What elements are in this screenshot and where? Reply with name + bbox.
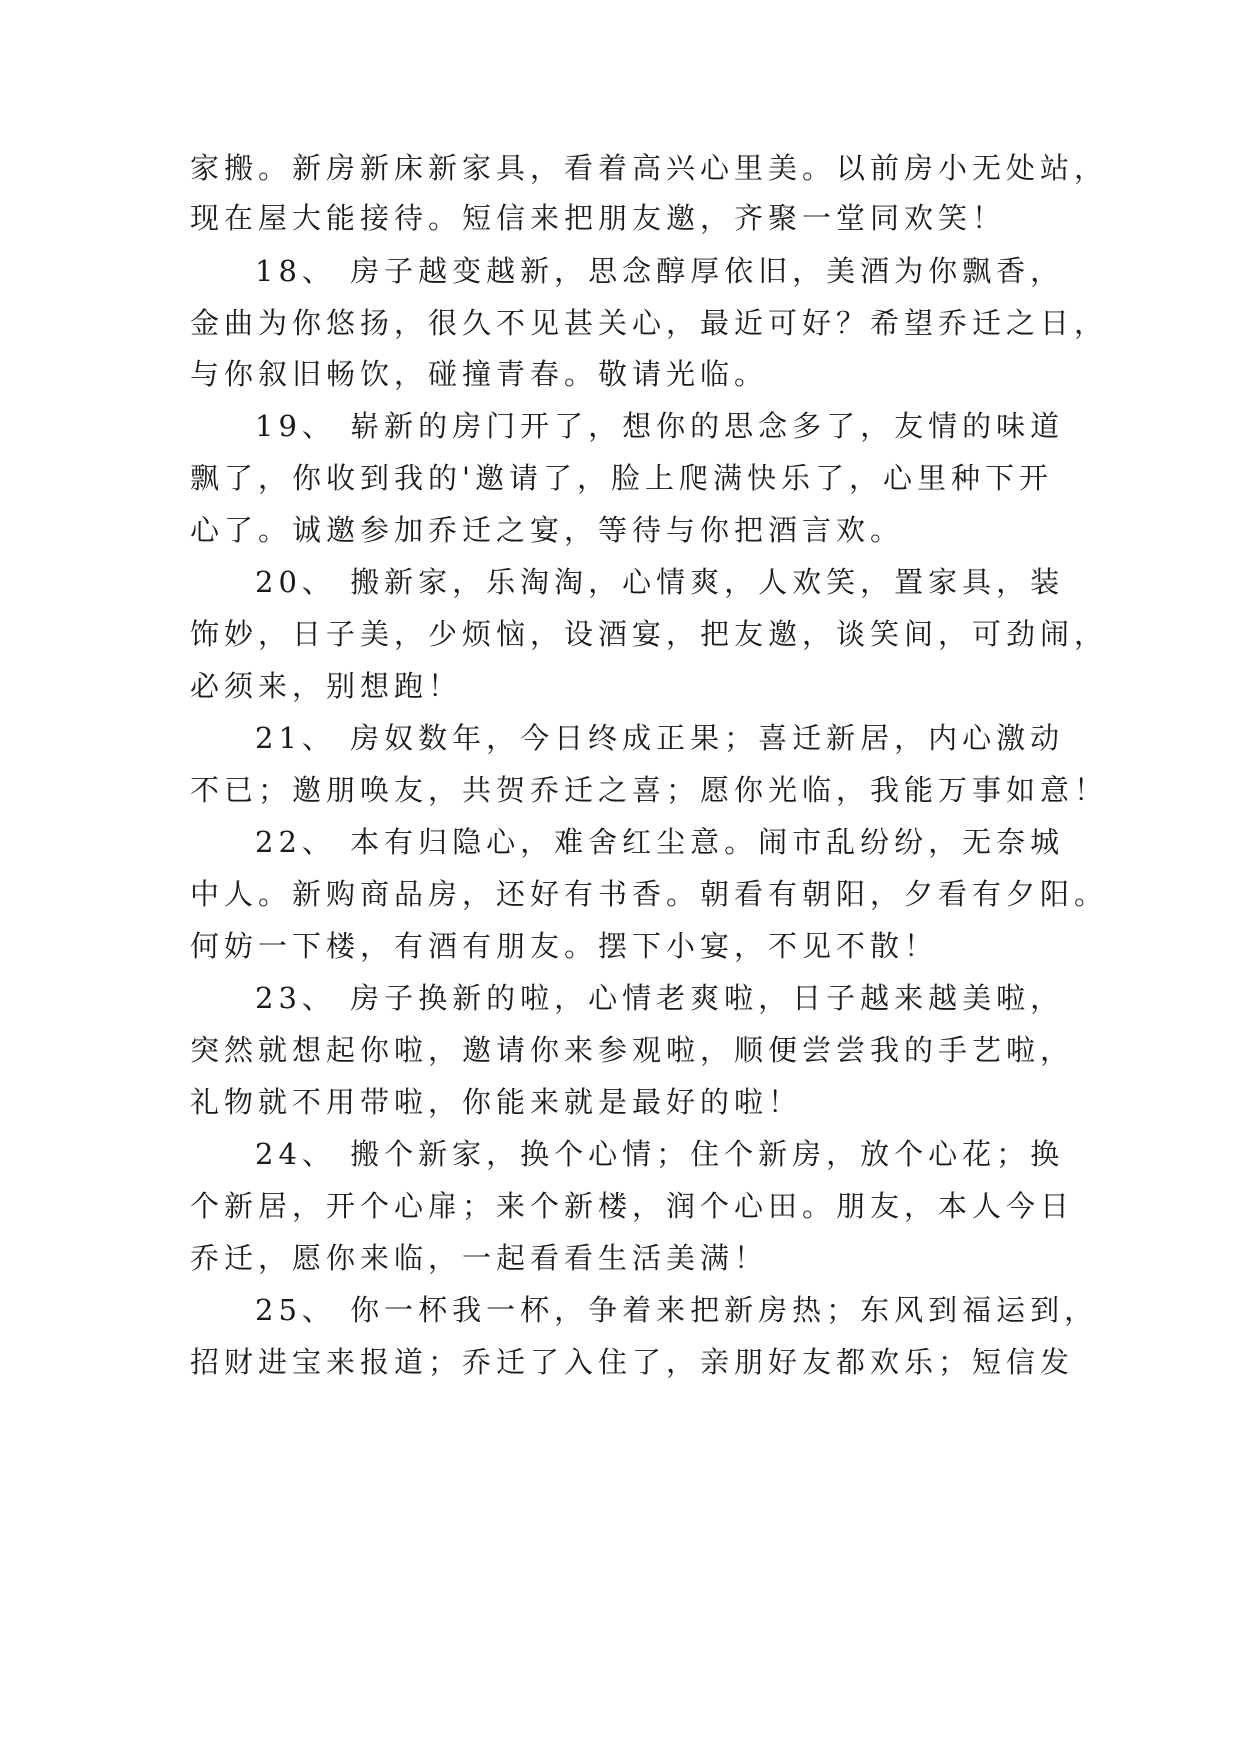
text-line: 家搬。新房新床新家具，看着高兴心里美。以前房小无处站， xyxy=(190,151,1109,185)
text-line: 19、 崭新的房门开了，想你的思念多了，友情的味道 xyxy=(255,409,1065,443)
text-line: 心了。诚邀参加乔迁之宴，等待与你把酒言欢。 xyxy=(190,513,905,547)
text-line: 金曲为你悠扬，很久不见甚关心，最近可好？希望乔迁之日， xyxy=(190,306,1109,340)
text-line: 个新居，开个心扉；来个新楼，润个心田。朋友，本人今日 xyxy=(190,1189,1075,1223)
text-line: 18、 房子越变越新，思念醇厚依旧，美酒为你飘香， xyxy=(255,254,1065,288)
text-line: 乔迁，愿你来临，一起看看生活美满！ xyxy=(190,1241,769,1275)
text-line: 招财进宝来报道；乔迁了入住了，亲朋好友都欢乐；短信发 xyxy=(190,1345,1075,1379)
text-line: 中人。新购商品房，还好有书香。朝看有朝阳，夕看有夕阳。 xyxy=(190,877,1109,911)
text-line: 23、 房子换新的啦，心情老爽啦，日子越来越美啦， xyxy=(255,981,1065,1015)
text-line: 20、 搬新家，乐淘淘，心情爽，人欢笑，置家具，装 xyxy=(255,565,1065,599)
text-line: 饰妙，日子美，少烦恼，设酒宴，把友邀，谈笑间，可劲闹， xyxy=(190,617,1109,651)
text-line: 必须来，别想跑！ xyxy=(190,669,463,703)
text-line: 25、 你一杯我一杯，争着来把新房热；东风到福运到， xyxy=(255,1293,1099,1327)
text-line: 礼物就不用带啦，你能来就是最好的啦！ xyxy=(190,1085,803,1119)
text-line: 现在屋大能接待。短信来把朋友邀，齐聚一堂同欢笑！ xyxy=(190,201,1007,235)
text-line: 不已；邀朋唤友，共贺乔迁之喜；愿你光临，我能万事如意！ xyxy=(190,773,1109,807)
text-line: 突然就想起你啦，邀请你来参观啦，顺便尝尝我的手艺啦， xyxy=(190,1033,1075,1067)
text-line: 飘了，你收到我的'邀请了，脸上爬满快乐了，心里种下开 xyxy=(190,461,1053,495)
text-line: 22、 本有归隐心，难舍红尘意。闹市乱纷纷，无奈城 xyxy=(255,825,1065,859)
text-line: 21、 房奴数年，今日终成正果；喜迁新居，内心激动 xyxy=(255,721,1065,755)
text-line: 与你叙旧畅饮，碰撞青春。敬请光临。 xyxy=(190,357,769,391)
text-line: 24、 搬个新家，换个心情；住个新房，放个心花；换 xyxy=(255,1137,1065,1171)
text-line: 何妨一下楼，有酒有朋友。摆下小宴，不见不散！ xyxy=(190,929,939,963)
